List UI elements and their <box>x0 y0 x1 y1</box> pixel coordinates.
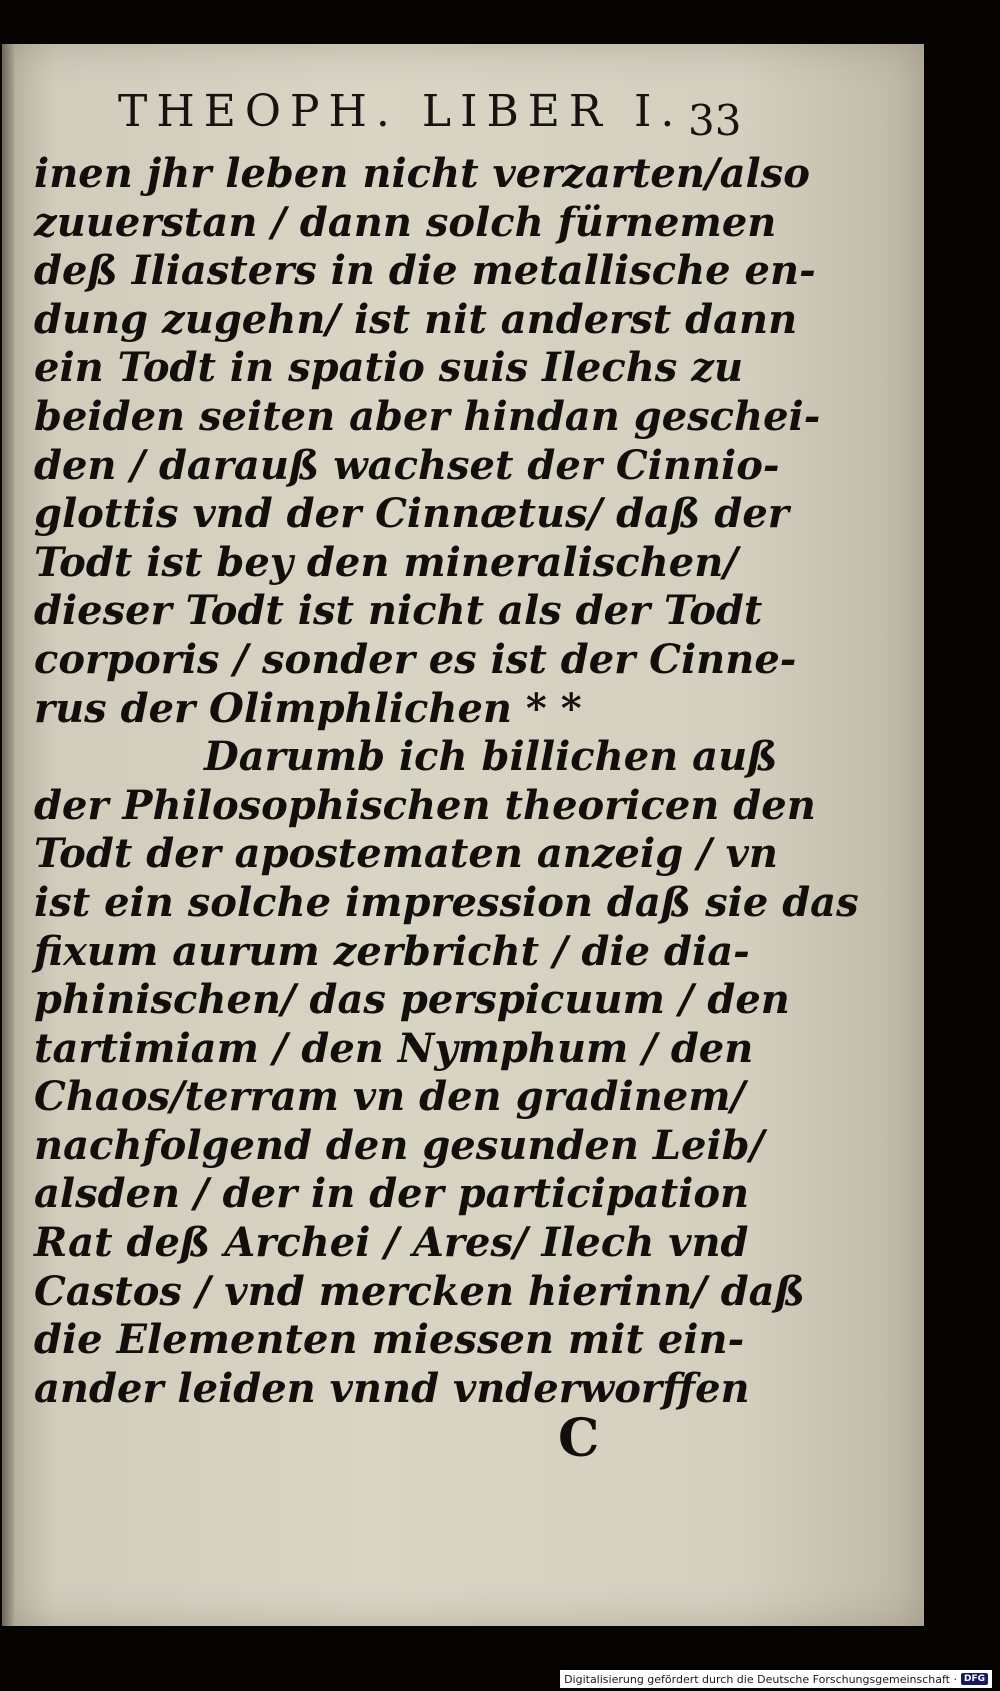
text-line: inen jhr leben nicht verzarten/also <box>34 150 810 197</box>
text-line: zuuerstan / dann solch fürnemen <box>34 198 777 246</box>
text-line: den / darauß wachset der Cinnio- <box>34 441 780 489</box>
text-line: ander leiden vnnd vnderworffen <box>34 1364 750 1412</box>
text-line: alsden / der in der participation <box>34 1170 750 1218</box>
text-line: Rat deß Archei / Ares/ Ilech vnd <box>34 1219 749 1267</box>
page-body-text <box>34 150 859 1413</box>
text-line: der Philosophischen theoricen den <box>34 781 816 829</box>
text-line: nachfolgend den gesunden Leib/ <box>34 1121 765 1169</box>
text-line: Todt der apostematen anzeig / vn <box>34 830 778 878</box>
text-line: Todt ist bey den mineralischen/ <box>34 538 738 586</box>
text-line: phinischen/ das perspicuum / den <box>34 976 790 1024</box>
digitization-credit <box>560 1670 992 1688</box>
credit-text: Digitalisierung gefördert durch die Deutsche Forschungsgemeinschaft · <box>564 1672 957 1686</box>
text-line: fixum aurum zerbricht / die dia- <box>34 927 750 975</box>
text-line: ist ein solche impression daß sie das <box>34 878 859 926</box>
signature-mark: C <box>558 1408 600 1469</box>
text-line: dung zugehn/ ist nit anderst dann <box>34 295 798 343</box>
text-line: Chaos/terram vn den gradinem/ <box>34 1073 746 1121</box>
text-line: Castos / vnd mercken hierinn/ daß <box>34 1267 805 1315</box>
page-gutter <box>2 44 14 1626</box>
text-line: beiden seiten aber hindan geschei- <box>34 392 821 440</box>
dfg-logo: DFG <box>961 1673 988 1685</box>
text-line: rus der Olimphlichen * * <box>34 684 582 732</box>
text-line: deß Iliasters in die metallische en- <box>34 247 816 295</box>
text-line: glottis vnd der Cinnætus/ daß der <box>34 490 789 538</box>
text-line: dieser Todt ist nicht als der Todt <box>34 587 763 635</box>
paragraph-start-line: Darumb ich billichen auß <box>204 733 778 781</box>
text-line: ein Todt in spatio suis Ilechs zu <box>34 344 744 392</box>
text-line: tartimiam / den Nymphum / den <box>34 1024 754 1072</box>
text-line: die Elementen miessen mit ein- <box>34 1316 745 1364</box>
running-header: THEOPH. LIBER I. <box>118 86 684 137</box>
text-line: corporis / sonder es ist der Cinne- <box>34 635 797 683</box>
page-number: 33 <box>688 96 742 145</box>
